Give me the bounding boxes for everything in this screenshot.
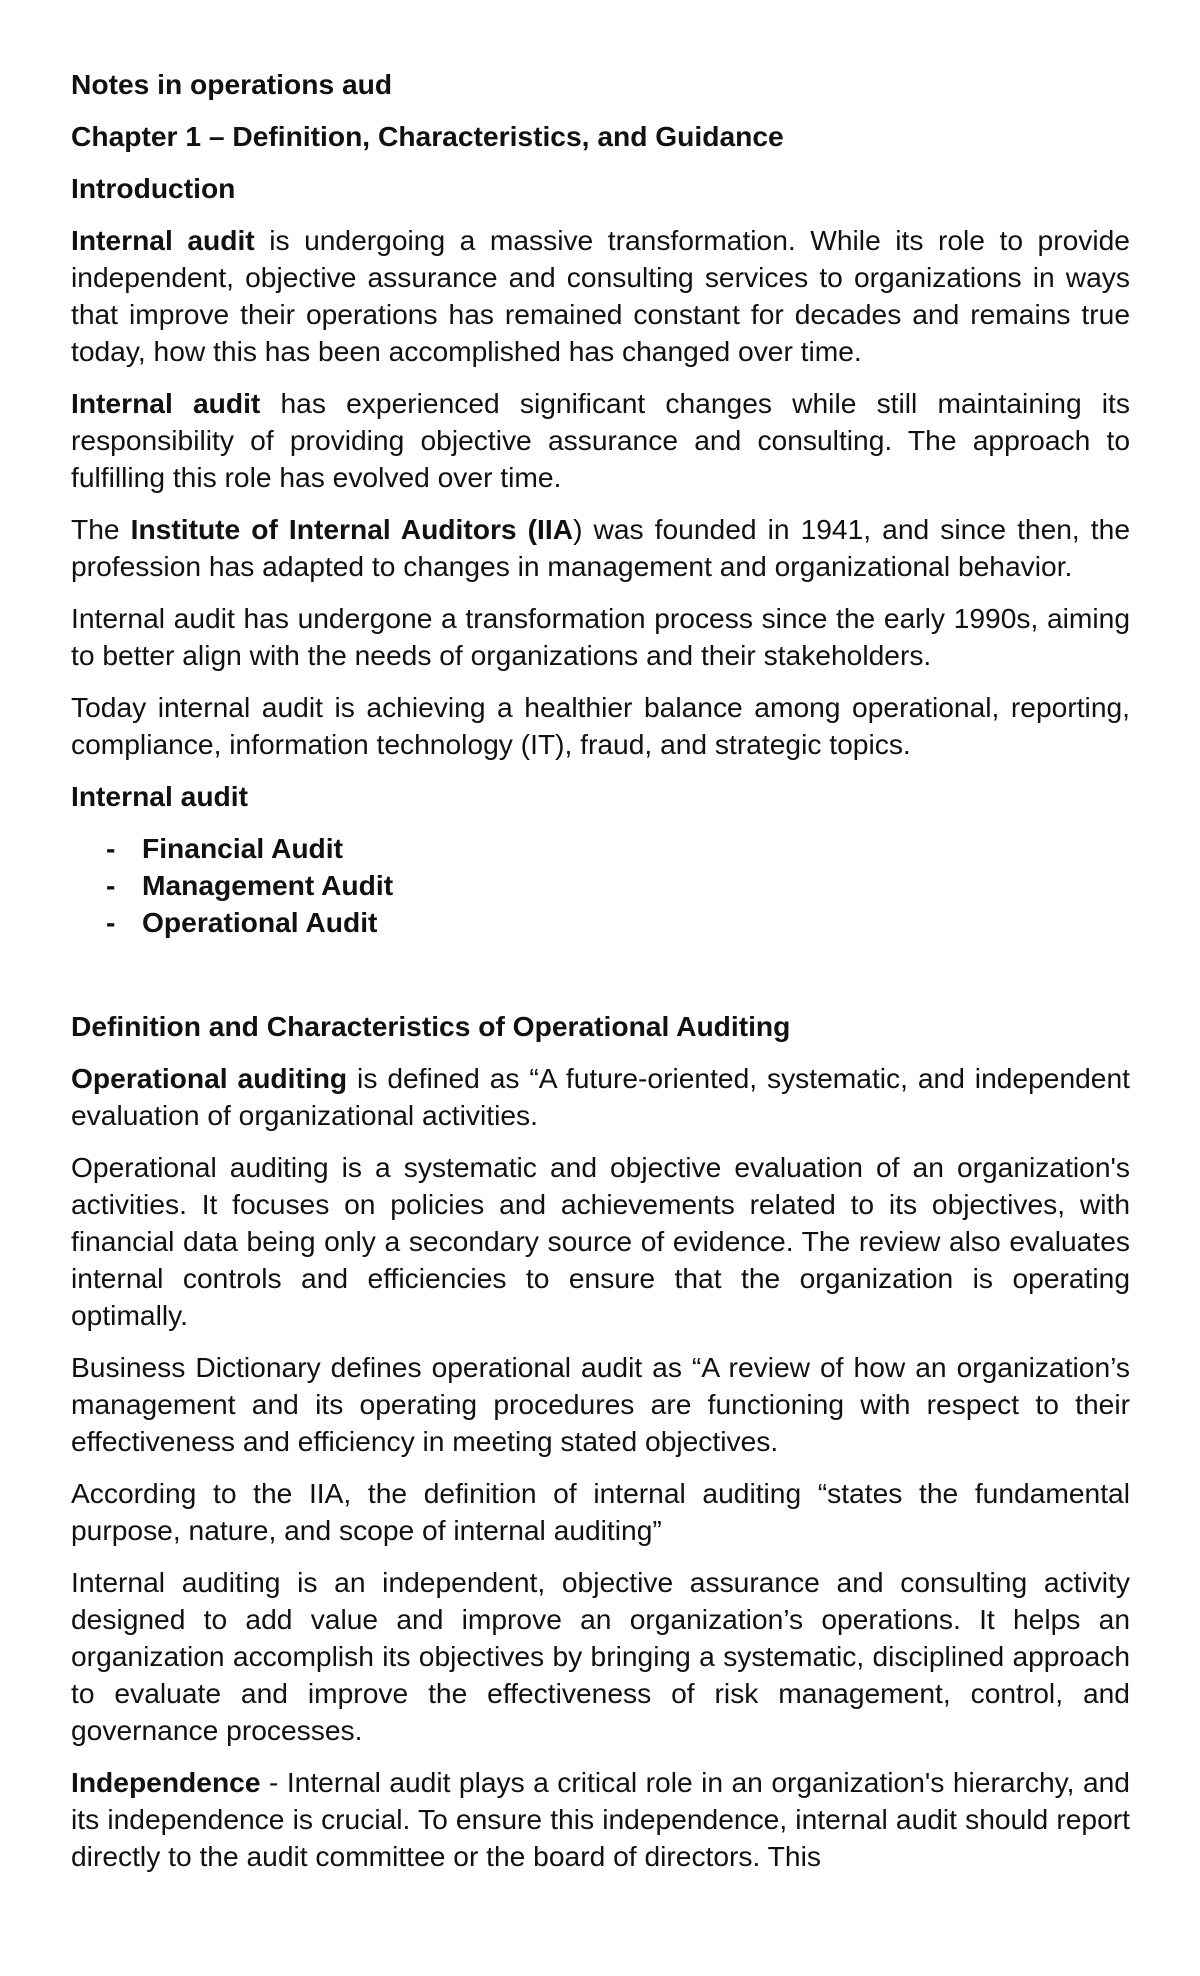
paragraph-internal-audit-transformation: [71, 222, 1130, 370]
paragraph-healthier-balance: Today internal audit is achieving a healthier balance among operational, reporting, compliance, information technology (IT), fraud, and strategic topics.: [71, 691, 1130, 760]
paragraph-operational-auditing-evaluation: Operational auditing is a systematic and objective evaluation of an organization's activities. It focuses on policies and achievements related to its objectives, with financial data being only a secondary source of evidence. The review also evaluates internal controls and efficiencies to ensure that the organization is operating optimally.: [71, 1151, 1130, 1331]
list-item-label: Operational Audit: [142, 906, 378, 938]
paragraph-transformation-1990s: Internal audit has undergone a transformation process since the early 1990s, aiming to better align with the needs of organizations and their stakeholders.: [71, 602, 1130, 671]
list-dash: -: [106, 832, 116, 864]
paragraph-internal-auditing-activity: Internal auditing is an independent, objective assurance and consulting activity designed to add value and improve an organization’s operations. It helps an organization accomplish its objectives by bringing a systematic, disciplined approach to evaluate and improve the effectiveness of risk management, control, and governance processes.: [71, 1566, 1130, 1746]
list-dash: -: [106, 869, 116, 901]
paragraph-text: The: [71, 513, 131, 545]
term-operational-auditing: Operational auditing: [71, 1062, 348, 1094]
introduction-heading: Introduction: [71, 172, 236, 204]
list-item-label: Financial Audit: [142, 832, 343, 864]
list-item: [71, 867, 1130, 904]
audit-types-list: [71, 830, 1130, 941]
paragraph-text: ) was founded in 1941, and since then, the profession has adapted to changes in management and organizational behavior.: [71, 513, 1130, 582]
paragraph-internal-audit-changes: [71, 385, 1130, 496]
paragraph-text: is defined as “A future-oriented, systematic, and independent evaluation of organizational activities.: [71, 1062, 1130, 1131]
paragraph-business-dictionary: Business Dictionary defines operational audit as “A review of how an organization’s management and its operating procedures are functioning with respect to their effectiveness and efficiency in meeting stated objectives.: [71, 1351, 1130, 1457]
chapter-heading: Chapter 1 – Definition, Characteristics, and Guidance: [71, 120, 784, 152]
paragraph-text: is undergoing a massive transformation. While its role to provide independent, objective assurance and consulting services to organizations in ways that improve their operations has remained constant for decades and remains true today, how this has been accomplished has changed over time.: [71, 224, 1130, 367]
paragraph-iia-definition: According to the IIA, the definition of internal auditing “states the fundamental purpose, nature, and scope of internal auditing”: [71, 1477, 1130, 1546]
term-iia: Institute of Internal Auditors (IIA: [130, 513, 574, 545]
definition-section-heading: Definition and Characteristics of Operational Auditing: [71, 1010, 791, 1042]
term-internal-audit: Internal audit: [71, 387, 261, 419]
paragraph-operational-auditing-definition: [71, 1060, 1130, 1134]
list-dash: -: [106, 906, 116, 938]
list-item: [71, 830, 1130, 867]
list-item-label: Management Audit: [142, 869, 394, 901]
term-internal-audit: Internal audit: [71, 224, 255, 256]
term-independence: Independence: [71, 1766, 261, 1798]
document-title: Notes in operations aud: [71, 68, 393, 100]
document-page: [71, 66, 1130, 1875]
paragraph-text: has experienced significant changes while still maintaining its responsibility of providing objective assurance and consulting. The approach to fulfilling this role has evolved over time.: [71, 387, 1130, 493]
paragraph-independence: [71, 1764, 1130, 1875]
list-item: [71, 904, 1130, 941]
internal-audit-types-heading: Internal audit: [71, 780, 248, 812]
paragraph-text: - Internal audit plays a critical role in an organization's hierarchy, and its independence is crucial. To ensure this independence, internal audit should report directly to the audit committee or the board of directors. This: [71, 1766, 1130, 1872]
paragraph-iia-founding: [71, 511, 1130, 585]
section-spacer: [71, 956, 1130, 1008]
